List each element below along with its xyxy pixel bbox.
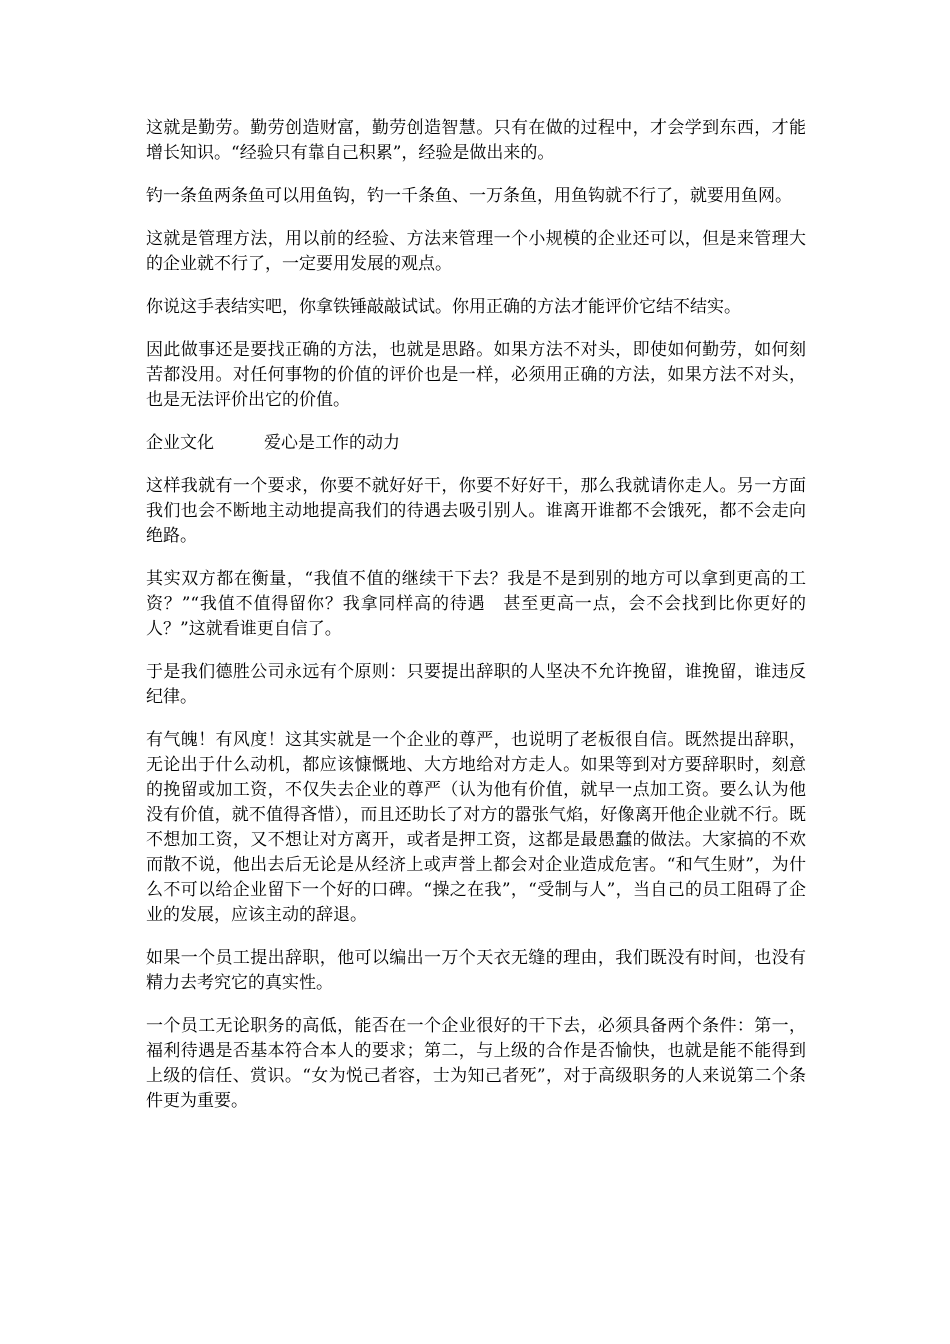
- paragraph-principle: 于是我们德胜公司永远有个原则：只要提出辞职的人坚决不允许挽留，谁挽留，谁违反纪律。: [146, 662, 806, 707]
- document-page: [146, 116, 806, 1132]
- paragraph-right-method: 因此做事还是要找正确的方法，也就是思路。如果方法不对头，即使如何勤劳，如何刻苦都没用。对任何事物的价值的评价也是一样，必须用正确的方法，如果方法不对头，也是无法评价出它的价值。: [146, 340, 806, 410]
- paragraph-dignity: 有气魄！有风度！这其实就是一个企业的尊严，也说明了老板很自信。既然提出辞职，无论出于什么动机，都应该慷慨地、大方地给对方走人。如果等到对方要辞职时，刻意的挽留或加工资，不仅失去企业的尊严（认为他有价值，就早一点加工资。要么认为他没有价值，就不值得吝惜），而且还助长了对方的嚣张气焰，好像离开他企业就不行。既不想加工资，又不想让对方离开，或者是押工资，这都是最愚蠢的做法。大家搞的不欢而散不说，他出去后无论是从经济上或声誉上都会对企业造成危害。“和气生财”，为什么不可以给企业留下一个好的口碑。“操之在我”，“受制与人”，当自己的员工阻碍了企业的发展，应该主动的辞退。: [146, 730, 806, 925]
- section-title: 爱心是工作的动力: [264, 433, 400, 453]
- paragraph-management-method: 这就是管理方法，用以前的经验、方法来管理一个小规模的企业还可以，但是来管理大的企业就不行了，一定要用发展的观点。: [146, 229, 806, 274]
- paragraph-requirement: 这样我就有一个要求，你要不就好好干，你要不好好干，那么我就请你走人。另一方面我们也会不断地主动地提高我们的待遇去吸引别人。谁离开谁都不会饿死，都不会走向绝路。: [146, 476, 806, 546]
- paragraph-two-conditions: 一个员工无论职务的高低，能否在一个企业很好的干下去，必须具备两个条件：第一，福利待遇是否基本符合本人的要求；第二，与上级的合作是否愉快，也就是能不能得到上级的信任、赏识。“女为悦己者容，士为知己者死”，对于高级职务的人来说第二个条件更为重要。: [146, 1016, 806, 1111]
- paragraph-both-sides: 其实双方都在衡量，“我值不值的继续干下去？我是不是到别的地方可以拿到更高的工资？”“我值不值得留你？我拿同样高的待遇 甚至更高一点，会不会找到比你更好的人？”这就看谁更自信了。: [146, 569, 806, 639]
- paragraph-resignation-reason: 如果一个员工提出辞职，他可以编出一万个天衣无缝的理由，我们既没有时间，也没有精力去考究它的真实性。: [146, 948, 806, 993]
- paragraph-diligence: 这就是勤劳。勤劳创造财富，勤劳创造智慧。只有在做的过程中，才会学到东西，才能增长知识。“经验只有靠自己积累”，经验是做出来的。: [146, 118, 806, 163]
- section-heading: [146, 431, 806, 456]
- paragraph-fishing: 钓一条鱼两条鱼可以用鱼钩，钓一千条鱼、一万条鱼，用鱼钩就不行了，就要用鱼网。: [146, 186, 792, 206]
- paragraph-watch: 你说这手表结实吧，你拿铁锤敲敲试试。你用正确的方法才能评价它结不结实。: [146, 297, 741, 317]
- section-category: 企业文化: [146, 433, 214, 453]
